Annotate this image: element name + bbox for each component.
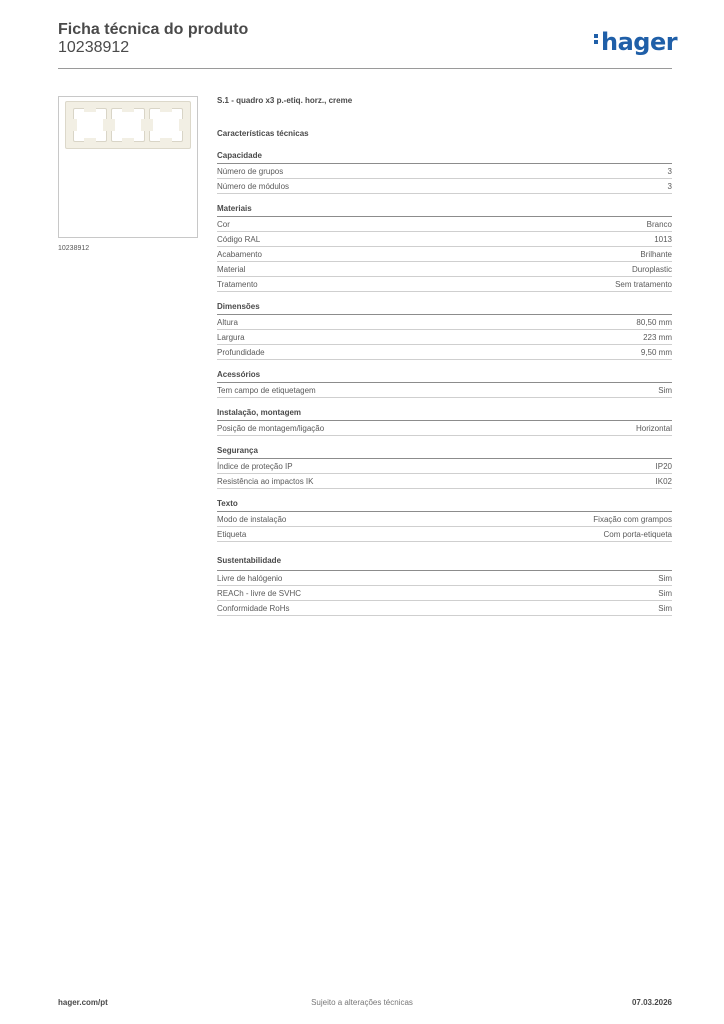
spec-value: Duroplastic: [631, 265, 672, 274]
section-title: Segurança: [217, 446, 672, 459]
spec-row: [217, 601, 672, 616]
spec-value: Com porta-etiqueta: [603, 530, 672, 539]
frame-slot: [149, 108, 183, 142]
section-title: Capacidade: [217, 151, 672, 164]
document-product-code: 10238912: [58, 39, 130, 56]
image-caption: 10238912: [58, 245, 90, 252]
footer-disclaimer: Sujeito a alterações técnicas: [311, 998, 413, 1007]
spec-value: 223 mm: [643, 333, 672, 342]
spec-label: Resistência ao impactos IK: [217, 477, 314, 486]
spec-value: Branco: [646, 220, 672, 229]
footer-website[interactable]: hager.com/pt: [58, 998, 108, 1007]
spec-value: Fixação com grampos: [593, 515, 672, 524]
spec-row: [217, 277, 672, 292]
spec-value: Sim: [658, 589, 672, 598]
document-title: Ficha técnica do produto: [58, 21, 249, 38]
footer-date: 07.03.2026: [631, 998, 672, 1007]
spec-row: [217, 247, 672, 262]
frame-slot: [73, 108, 107, 142]
spec-label: Tratamento: [217, 280, 258, 289]
spec-label: Número de módulos: [217, 182, 290, 191]
spec-row: [217, 164, 672, 179]
spec-row: [217, 421, 672, 436]
spec-value: Sim: [658, 604, 672, 613]
spec-row: [217, 262, 672, 277]
spec-value: IK02: [655, 477, 672, 486]
hager-logo: [594, 28, 677, 58]
spec-row: [217, 586, 672, 601]
spec-label: Código RAL: [217, 235, 261, 244]
spec-label: Cor: [217, 220, 230, 229]
frame-slot: [111, 108, 145, 142]
spec-row: [217, 330, 672, 345]
technical-characteristics-heading: Características técnicas: [217, 129, 309, 138]
spec-row: [217, 232, 672, 247]
spec-label: Tem campo de etiquetagem: [217, 386, 316, 395]
section-title: Sustentabilidade: [217, 556, 672, 571]
spec-label: Largura: [217, 333, 245, 342]
spec-row: [217, 474, 672, 489]
spec-row: [217, 527, 672, 542]
spec-value: Sim: [658, 386, 672, 395]
spec-value: 9,50 mm: [640, 348, 672, 357]
spec-row: [217, 217, 672, 232]
section-title: Acessórios: [217, 370, 672, 383]
spec-sections: [217, 151, 672, 616]
spec-content: [217, 96, 672, 616]
spec-label: Conformidade RoHs: [217, 604, 290, 613]
spec-section: [217, 499, 672, 542]
spec-section: [217, 302, 672, 360]
spec-row: [217, 345, 672, 360]
spec-value: IP20: [655, 462, 672, 471]
spec-row: [217, 383, 672, 398]
spec-label: Etiqueta: [217, 530, 247, 539]
spec-label: Acabamento: [217, 250, 262, 259]
spec-label: Livre de halógenio: [217, 574, 283, 583]
logo-dots-icon: [594, 32, 600, 46]
spec-row: [217, 512, 672, 527]
spec-label: Modo de instalação: [217, 515, 287, 524]
header-divider: [58, 68, 672, 69]
spec-label: Número de grupos: [217, 167, 284, 176]
spec-value: 3: [667, 167, 672, 176]
logo-text: hager: [601, 28, 678, 56]
spec-label: Profundidade: [217, 348, 265, 357]
section-title: Texto: [217, 499, 672, 512]
spec-section: [217, 446, 672, 489]
spec-row: [217, 315, 672, 330]
spec-value: Sim: [658, 574, 672, 583]
spec-section: [217, 151, 672, 194]
spec-label: REACh - livre de SVHC: [217, 589, 302, 598]
spec-section: [217, 556, 672, 616]
product-image: [58, 96, 198, 238]
spec-section: [217, 204, 672, 292]
section-title: Instalação, montagem: [217, 408, 672, 421]
spec-section: [217, 408, 672, 436]
spec-row: [217, 179, 672, 194]
spec-row: [217, 459, 672, 474]
section-title: Dimensões: [217, 302, 672, 315]
spec-value: 80,50 mm: [636, 318, 672, 327]
triple-frame-illustration: [65, 101, 191, 149]
section-title: Materiais: [217, 204, 672, 217]
spec-value: Horizontal: [635, 424, 672, 433]
spec-label: Posição de montagem/ligação: [217, 424, 325, 433]
spec-row: [217, 571, 672, 586]
spec-section: [217, 370, 672, 398]
spec-label: Material: [217, 265, 246, 274]
spec-value: 3: [667, 182, 672, 191]
spec-value: 1013: [654, 235, 672, 244]
spec-value: Sem tratamento: [615, 280, 672, 289]
spec-value: Brilhante: [640, 250, 672, 259]
spec-label: Índice de proteção IP: [217, 462, 293, 471]
product-title: S.1 - quadro x3 p.-etiq. horz., creme: [217, 96, 353, 105]
spec-label: Altura: [217, 318, 238, 327]
